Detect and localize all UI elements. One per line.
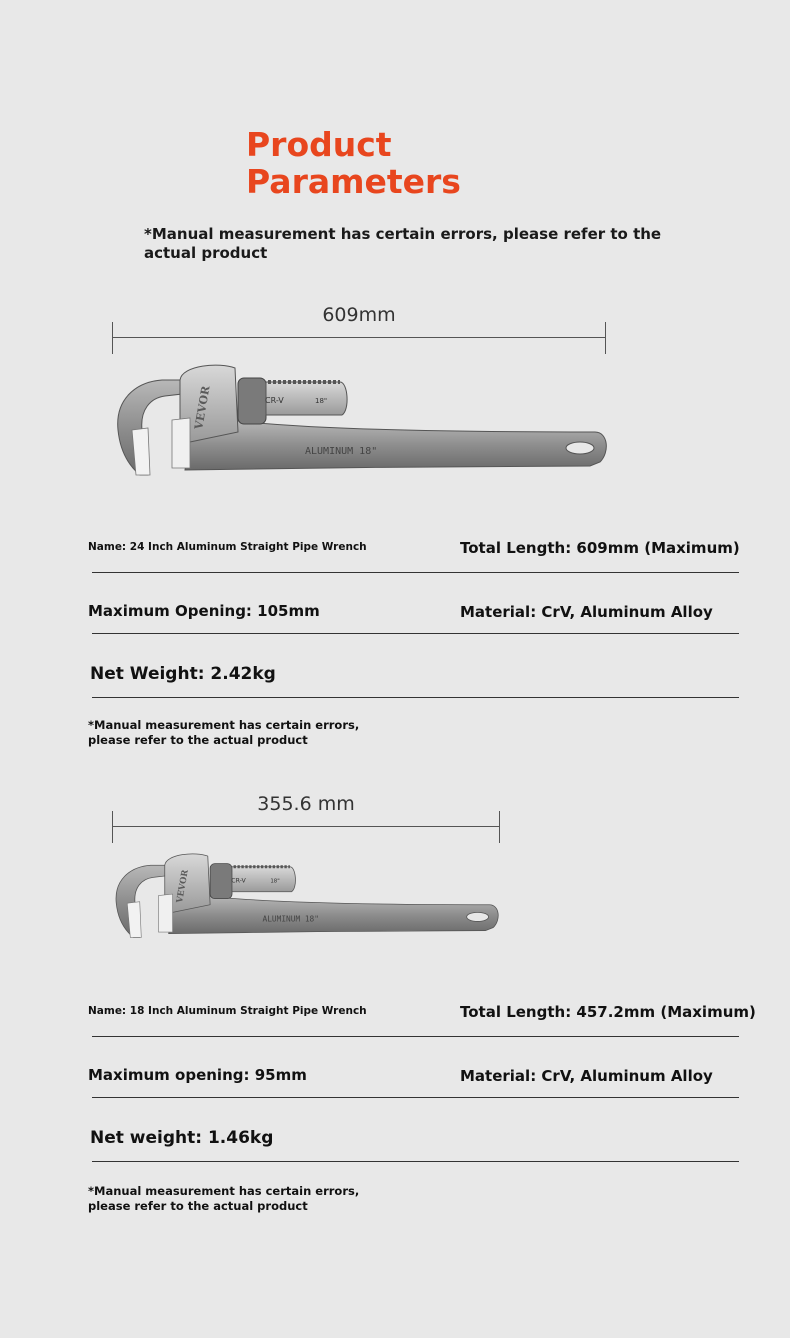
divider	[92, 1097, 739, 1098]
dimension-line	[112, 826, 500, 827]
brand-marking: VEVOR	[173, 868, 190, 904]
pipe-wrench-image	[110, 850, 505, 945]
jaw-marking: CR-V	[265, 396, 284, 405]
brand-marking: VEVOR	[192, 384, 213, 431]
dimension-indicator	[112, 304, 606, 354]
spec-net-weight: Net weight: 1.46kg	[90, 1128, 274, 1148]
dimension-line	[112, 337, 606, 338]
spec-net-weight: Net Weight: 2.42kg	[90, 664, 276, 684]
title-line-1: Product	[246, 125, 392, 164]
divider	[92, 1161, 739, 1162]
spec-material: Material: CrV, Aluminum Alloy	[460, 1067, 713, 1085]
divider	[92, 633, 739, 634]
title-line-2: Parameters	[246, 162, 461, 201]
divider	[92, 697, 739, 698]
measurement-note: *Manual measurement has certain errors, please refer to the actual product	[144, 225, 662, 262]
dimension-label: 355.6 mm	[257, 793, 355, 815]
dimension-tick-left	[112, 811, 113, 843]
divider	[92, 1036, 739, 1037]
divider	[92, 572, 739, 573]
spec-name: Name: 24 Inch Aluminum Straight Pipe Wrench	[88, 541, 367, 553]
measurement-note	[88, 1184, 388, 1214]
size-marking: 18"	[315, 397, 328, 405]
dimension-tick-right	[499, 811, 500, 843]
handle-marking: ALUMINUM 18"	[262, 914, 319, 924]
size-marking: 18"	[270, 878, 280, 885]
pipe-wrench-image	[110, 360, 615, 485]
spec-name: Name: 18 Inch Aluminum Straight Pipe Wrench	[88, 1005, 367, 1017]
dimension-indicator	[112, 793, 500, 843]
note-line-1: *Manual measurement has certain errors,	[88, 1184, 360, 1198]
spec-total-length: Total Length: 609mm (Maximum)	[460, 539, 740, 557]
spec-total-length: Total Length: 457.2mm (Maximum)	[460, 1003, 756, 1021]
dimension-tick-right	[605, 322, 606, 354]
dimension-label: 609mm	[322, 304, 396, 326]
page-title	[246, 126, 461, 200]
note-line-1: *Manual measurement has certain errors,	[88, 718, 360, 732]
note-line-2: please refer to the actual product	[88, 1199, 308, 1213]
spec-material: Material: CrV, Aluminum Alloy	[460, 603, 713, 621]
jaw-marking: CR-V	[231, 877, 246, 885]
handle-marking: ALUMINUM 18"	[305, 446, 378, 457]
spec-max-opening: Maximum Opening: 105mm	[88, 602, 320, 620]
measurement-note	[88, 718, 388, 748]
note-line-2: please refer to the actual product	[88, 733, 308, 747]
spec-max-opening: Maximum opening: 95mm	[88, 1066, 307, 1084]
dimension-tick-left	[112, 322, 113, 354]
